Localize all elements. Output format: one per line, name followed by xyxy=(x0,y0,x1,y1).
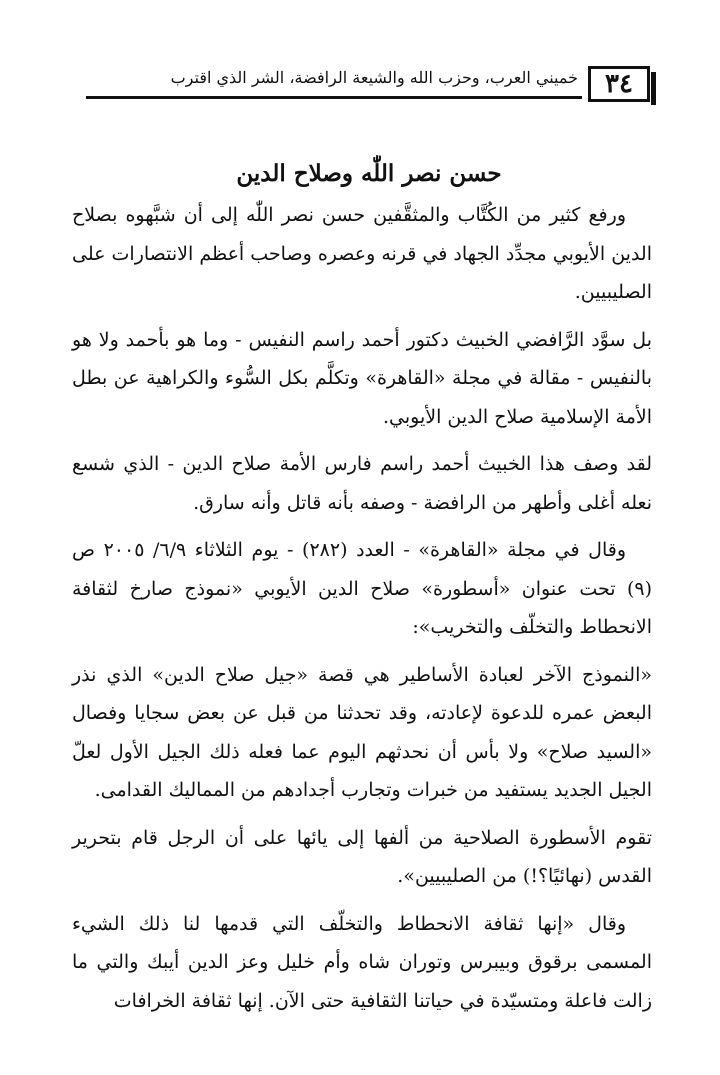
header-divider xyxy=(86,96,582,99)
paragraph: بل سوَّد الرَّافضي الخبيث دكتور أحمد راسم النفيس - وما هو بأحمد ولا هو بالنفيس - مقالة في مجلة «القاهرة» وتكلَّم بكل السُّوء والكراهية عن بطل الأمة الإسلامية صلاح الدين الأيوبي. xyxy=(72,328,652,428)
paragraph: ورفع كثير من الكُتَّاب والمثقَّفين حسن نصر اللّٰه إلى أن شبَّهوه بصلاح الدين الأيوبي مجدِّد الجهاد في قرنه وعصره وصاحب أعظم الانتصارات على الصليبيين. xyxy=(72,204,652,303)
paragraph: تقوم الأسطورة الصلاحية من ألفها إلى يائها على أن الرجل قام بتحرير القدس (نهائيًا؟!) من الصليبيين». xyxy=(72,826,652,887)
paragraph: لقد وصف هذا الخبيث أحمد راسم فارس الأمة صلاح الدين - الذي شسع نعله أغلى وأطهر من الرافضة - وصفه بأنه قاتل وأنه سارق. xyxy=(72,453,652,514)
quoted-paragraph: «النموذج الآخر لعبادة الأساطير هي قصة «جيل صلاح الدين» الذي نذر البعض عمره للدعوة لإعادته، وقد تحدثنا من قبل عن بعض سجايا وفصال «السيد صلاح» ولا بأس أن نحدثهم اليوم عما فعله ذلك الجيل الأول لعلّ الجيل الجديد يستفيد من خبرات وتجارب أجدادهم من المماليك القدامى. xyxy=(72,663,652,801)
page-number: ٣٤ xyxy=(588,66,650,102)
running-header: خميني العرب، وحزب الله والشيعة الرافضة، الشر الذي اقترب xyxy=(170,68,578,87)
paragraph: وقال في مجلة «القاهرة» - العدد (٢٨٢) - يوم الثلاثاء ٦/٩/ ٢٠٠٥ ص (٩) تحت عنوان «أسطورة» صلاح الدين الأيوبي «نموذج صارخ لثقافة الانحطاط والتخلّف والتخريب»: xyxy=(72,539,652,638)
paragraph: وقال «إنها ثقافة الانحطاط والتخلّف التي قدمها لنا ذلك الشيء المسمى برقوق وبيبرس وتوران شاه وأم خليل وعز الدين أيبك والتي ما زالت فاعلة ومتسيّدة في حياتنا الثقافية حتى الآن. إنها ثقافة الخرافات xyxy=(72,912,652,1012)
section-title: حسن نصر اللّٰه وصلاح الدين xyxy=(236,160,502,187)
body-text xyxy=(72,196,652,1029)
